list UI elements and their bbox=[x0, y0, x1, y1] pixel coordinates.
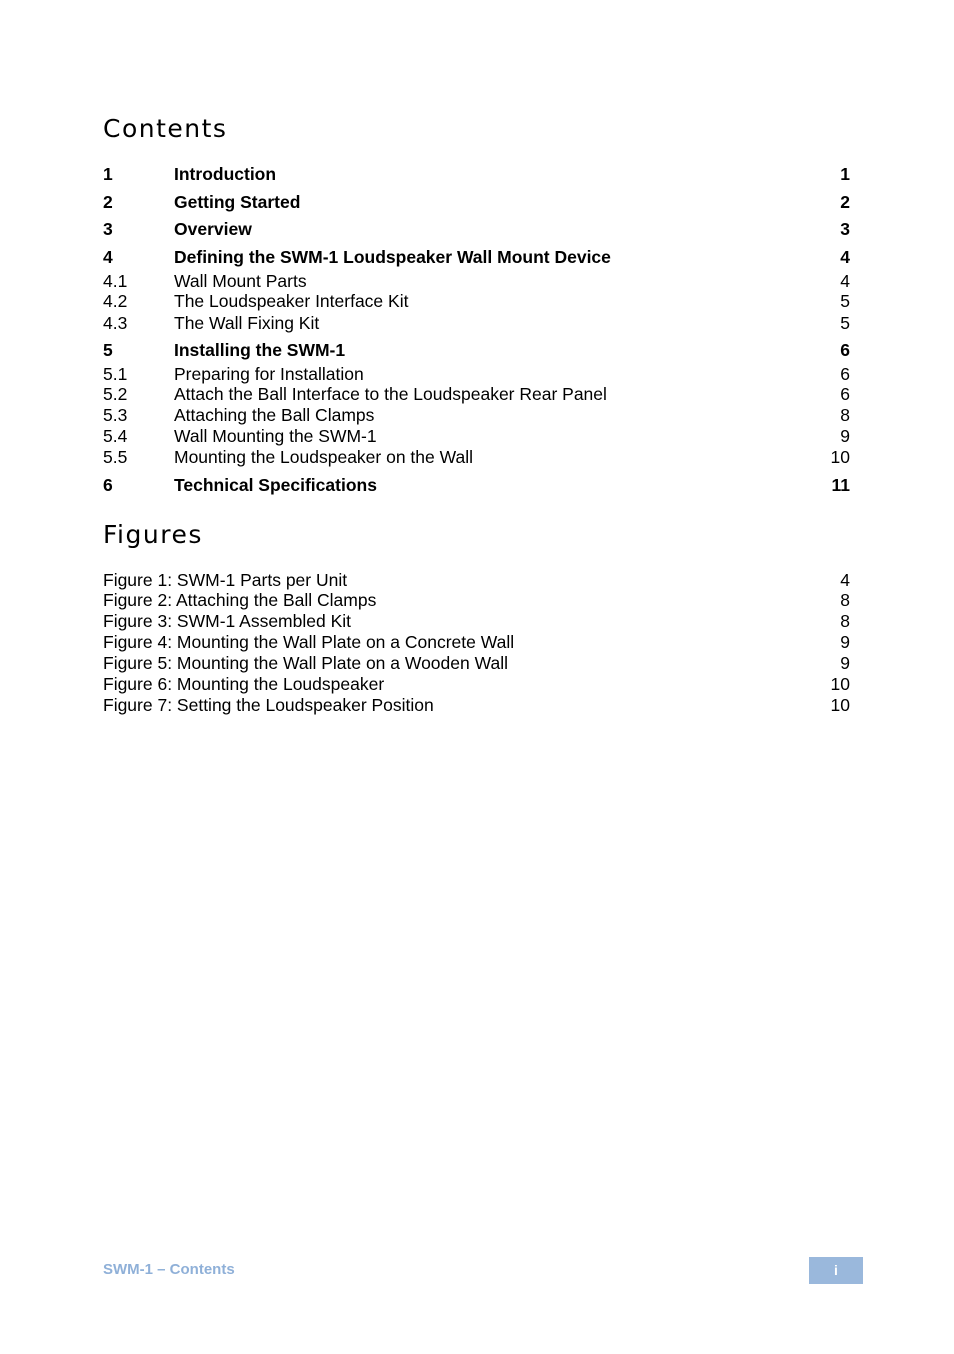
toc-entry-page: 2 bbox=[840, 192, 850, 212]
figure-entry[interactable] bbox=[103, 695, 850, 716]
toc-entry[interactable] bbox=[103, 312, 850, 334]
figure-entry-title: Figure 5: Mounting the Wall Plate on a Wooden Wall bbox=[103, 653, 508, 673]
toc-entry-number: 2 bbox=[103, 192, 113, 212]
toc-entry-title: Wall Mount Parts bbox=[174, 271, 307, 291]
toc-entry-page: 4 bbox=[840, 247, 850, 267]
toc-entry-title: Attach the Ball Interface to the Loudspeaker Rear Panel bbox=[174, 384, 607, 404]
toc-entry[interactable] bbox=[103, 218, 850, 240]
toc-entry-title: Wall Mounting the SWM-1 bbox=[174, 426, 377, 446]
toc-entry-number: 5.5 bbox=[103, 447, 128, 467]
toc-entry-page: 5 bbox=[840, 291, 850, 311]
toc-entry-title: Mounting the Loudspeaker on the Wall bbox=[174, 447, 473, 467]
toc-entry-title: Getting Started bbox=[174, 192, 301, 212]
figure-entry-page: 10 bbox=[830, 695, 850, 715]
figure-entry-page: 8 bbox=[840, 611, 850, 631]
figure-entry[interactable] bbox=[103, 570, 850, 591]
toc-entry[interactable] bbox=[103, 191, 850, 213]
figure-entry[interactable] bbox=[103, 611, 850, 632]
figure-entry-title: Figure 7: Setting the Loudspeaker Position bbox=[103, 695, 434, 715]
toc-entry-number: 4.3 bbox=[103, 313, 128, 333]
toc-entry[interactable] bbox=[103, 339, 850, 361]
toc-entry-page: 5 bbox=[840, 313, 850, 333]
figure-entry-title: Figure 6: Mounting the Loudspeaker bbox=[103, 674, 385, 694]
footer-label: SWM-1 – Contents bbox=[103, 1261, 235, 1278]
toc-entry-number: 3 bbox=[103, 219, 113, 239]
figures-heading: Figures bbox=[103, 520, 203, 549]
toc-entry-page: 9 bbox=[840, 426, 850, 446]
toc-entry-number: 1 bbox=[103, 164, 113, 184]
toc-entry-page: 1 bbox=[840, 164, 850, 184]
toc-entry-number: 5 bbox=[103, 340, 113, 360]
toc-entry-number: 5.3 bbox=[103, 405, 128, 425]
toc-entry-number: 4 bbox=[103, 247, 113, 267]
figure-entry[interactable] bbox=[103, 590, 850, 611]
toc-entry-number: 5.2 bbox=[103, 384, 128, 404]
toc-entry-page: 11 bbox=[831, 475, 850, 495]
toc-entry-number: 4.2 bbox=[103, 291, 128, 311]
toc-entry[interactable] bbox=[103, 290, 850, 312]
figure-entry-title: Figure 3: SWM-1 Assembled Kit bbox=[103, 611, 351, 631]
toc-entry-page: 4 bbox=[840, 271, 850, 291]
toc-entry-number: 6 bbox=[103, 475, 113, 495]
toc-entry[interactable] bbox=[103, 246, 850, 268]
toc-entry-title: Defining the SWM-1 Loudspeaker Wall Mount Device bbox=[174, 247, 611, 267]
figure-entry-title: Figure 4: Mounting the Wall Plate on a Concrete Wall bbox=[103, 632, 515, 652]
figure-entry-page: 4 bbox=[840, 570, 850, 590]
figure-entry[interactable] bbox=[103, 653, 850, 674]
toc-entry[interactable] bbox=[103, 163, 850, 185]
toc-entry-title: Preparing for Installation bbox=[174, 364, 364, 384]
toc-entry[interactable] bbox=[103, 446, 850, 468]
toc-entry-title: Installing the SWM-1 bbox=[174, 340, 346, 360]
figure-entry-page: 9 bbox=[840, 632, 850, 652]
toc-entry-number: 4.1 bbox=[103, 271, 128, 291]
toc-entry-title: Attaching the Ball Clamps bbox=[174, 405, 375, 425]
toc-entry-page: 6 bbox=[840, 384, 850, 404]
toc-entry-page: 6 bbox=[840, 364, 850, 384]
toc-entry[interactable] bbox=[103, 270, 850, 292]
toc-entry[interactable] bbox=[103, 383, 850, 405]
toc-entry-title: Overview bbox=[174, 219, 252, 239]
figure-entry[interactable] bbox=[103, 674, 850, 695]
figure-entry-page: 8 bbox=[840, 590, 850, 610]
toc-entry-page: 3 bbox=[840, 219, 850, 239]
toc-entry-title: The Loudspeaker Interface Kit bbox=[174, 291, 409, 311]
contents-heading: Contents bbox=[103, 114, 228, 143]
toc-entry-page: 10 bbox=[830, 447, 850, 467]
toc-entry-title: The Wall Fixing Kit bbox=[174, 313, 320, 333]
toc-entry-number: 5.1 bbox=[103, 364, 128, 384]
figure-entry[interactable] bbox=[103, 632, 850, 653]
figure-entry-title: Figure 2: Attaching the Ball Clamps bbox=[103, 590, 377, 610]
toc-entry-number: 5.4 bbox=[103, 426, 128, 446]
toc-entry[interactable] bbox=[103, 425, 850, 447]
toc-entry-title: Technical Specifications bbox=[174, 475, 377, 495]
figure-entry-page: 10 bbox=[830, 674, 850, 694]
toc-entry[interactable] bbox=[103, 363, 850, 385]
figure-entry-title: Figure 1: SWM-1 Parts per Unit bbox=[103, 570, 348, 590]
toc-entry-page: 6 bbox=[840, 340, 850, 360]
toc-entry[interactable] bbox=[103, 404, 850, 426]
toc-entry-page: 8 bbox=[840, 405, 850, 425]
figure-entry-page: 9 bbox=[840, 653, 850, 673]
toc-entry-title: Introduction bbox=[174, 164, 277, 184]
footer-page-number: i bbox=[809, 1257, 863, 1284]
toc-entry[interactable] bbox=[103, 474, 850, 496]
